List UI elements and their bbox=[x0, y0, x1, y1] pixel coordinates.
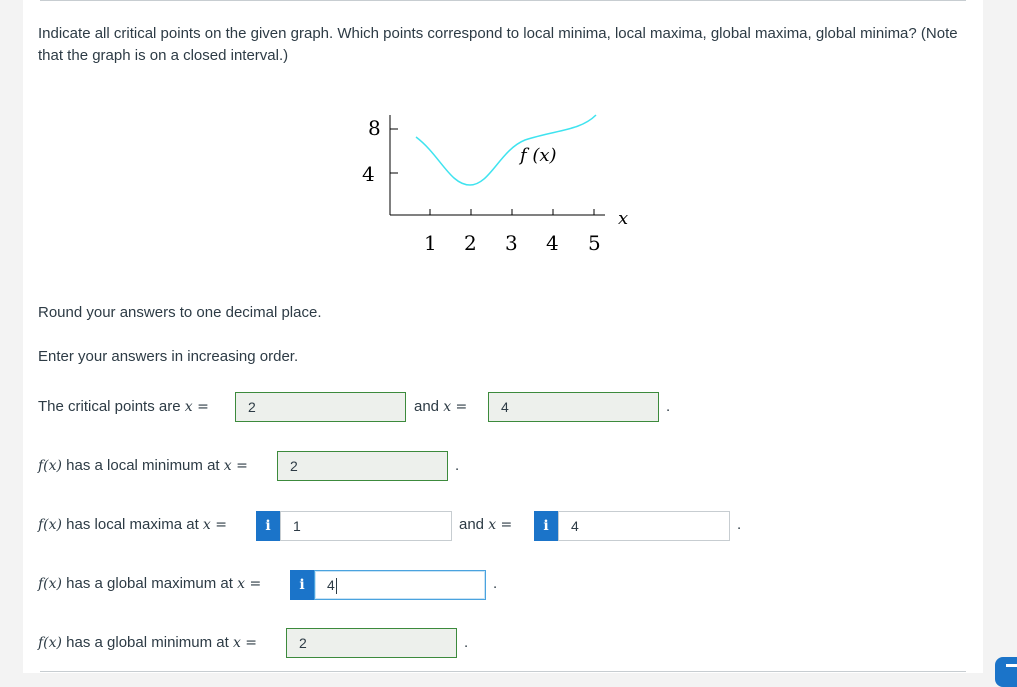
critical-points-prefix: The critical points are bbox=[38, 398, 185, 415]
order-instruction: Enter your answers in increasing order. bbox=[38, 348, 299, 365]
curve-label: f (x) bbox=[520, 145, 557, 166]
help-widget-button[interactable] bbox=[995, 657, 1017, 687]
local-max-1-input[interactable]: 1 bbox=[280, 511, 452, 541]
period: . bbox=[666, 398, 671, 415]
bottom-divider bbox=[40, 671, 966, 672]
x-tick-label-3: 3 bbox=[505, 231, 518, 255]
x-tick-label-2: 2 bbox=[464, 231, 477, 255]
period: . bbox=[493, 575, 498, 592]
top-divider bbox=[40, 0, 966, 1]
function-curve bbox=[416, 115, 596, 185]
info-icon[interactable]: i bbox=[534, 511, 558, 541]
global-max-input[interactable] bbox=[314, 570, 486, 600]
info-icon[interactable]: i bbox=[290, 570, 314, 600]
global-min-input[interactable]: 2 bbox=[286, 628, 457, 658]
y-tick-label-8: 8 bbox=[368, 116, 381, 140]
info-icon[interactable]: i bbox=[256, 511, 280, 541]
critical-and-word: and bbox=[414, 398, 444, 415]
critical-point-2-input[interactable]: 4 bbox=[488, 392, 659, 422]
period: . bbox=[737, 516, 742, 533]
local-max-and-label bbox=[459, 514, 512, 536]
period: . bbox=[464, 634, 469, 651]
y-tick-label-4: 4 bbox=[362, 162, 375, 186]
global-min-func: f(x) bbox=[38, 635, 63, 651]
local-min-text: has a local minimum at bbox=[62, 457, 224, 474]
local-max-func: f(x) bbox=[38, 517, 63, 533]
function-graph bbox=[350, 105, 650, 265]
global-min-label bbox=[38, 632, 257, 654]
global-max-value: 4 bbox=[327, 577, 335, 593]
local-min-label bbox=[38, 455, 248, 477]
x-tick-label-4: 4 bbox=[546, 231, 559, 255]
local-max-x-var: x = bbox=[202, 517, 227, 533]
global-min-text: has a global minimum at bbox=[62, 634, 233, 651]
critical-points-label bbox=[38, 396, 209, 418]
global-max-func: f(x) bbox=[38, 576, 63, 592]
text-cursor bbox=[336, 578, 337, 594]
local-max-x-var-2: x = bbox=[488, 517, 513, 533]
local-max-text: has local maxima at bbox=[62, 516, 203, 533]
critical-x-var: x = bbox=[184, 399, 209, 415]
local-max-label bbox=[38, 514, 227, 536]
local-max-2-input[interactable]: 4 bbox=[558, 511, 730, 541]
critical-and-label bbox=[414, 396, 467, 418]
period: . bbox=[455, 457, 460, 474]
global-max-text: has a global maximum at bbox=[62, 575, 238, 592]
local-min-input[interactable]: 2 bbox=[277, 451, 448, 481]
local-max-and-word: and bbox=[459, 516, 489, 533]
local-min-func: f(x) bbox=[38, 458, 63, 474]
question-text: Indicate all critical points on the given graph. Which points correspond to local minima, local maxima, global maxima, global minima? (Note that the graph is on a closed interval.) bbox=[38, 25, 958, 64]
x-tick-label-5: 5 bbox=[588, 231, 601, 255]
rounding-instruction: Round your answers to one decimal place. bbox=[38, 304, 322, 321]
critical-x-var-2: x = bbox=[443, 399, 468, 415]
global-min-x-var: x = bbox=[232, 635, 258, 651]
global-max-label bbox=[38, 573, 261, 595]
critical-point-1-input[interactable]: 2 bbox=[235, 392, 406, 422]
x-tick-label-1: 1 bbox=[424, 231, 437, 255]
global-max-x-var: x = bbox=[237, 576, 262, 592]
local-min-x-var: x = bbox=[223, 458, 248, 474]
x-axis-label: x bbox=[618, 208, 629, 229]
